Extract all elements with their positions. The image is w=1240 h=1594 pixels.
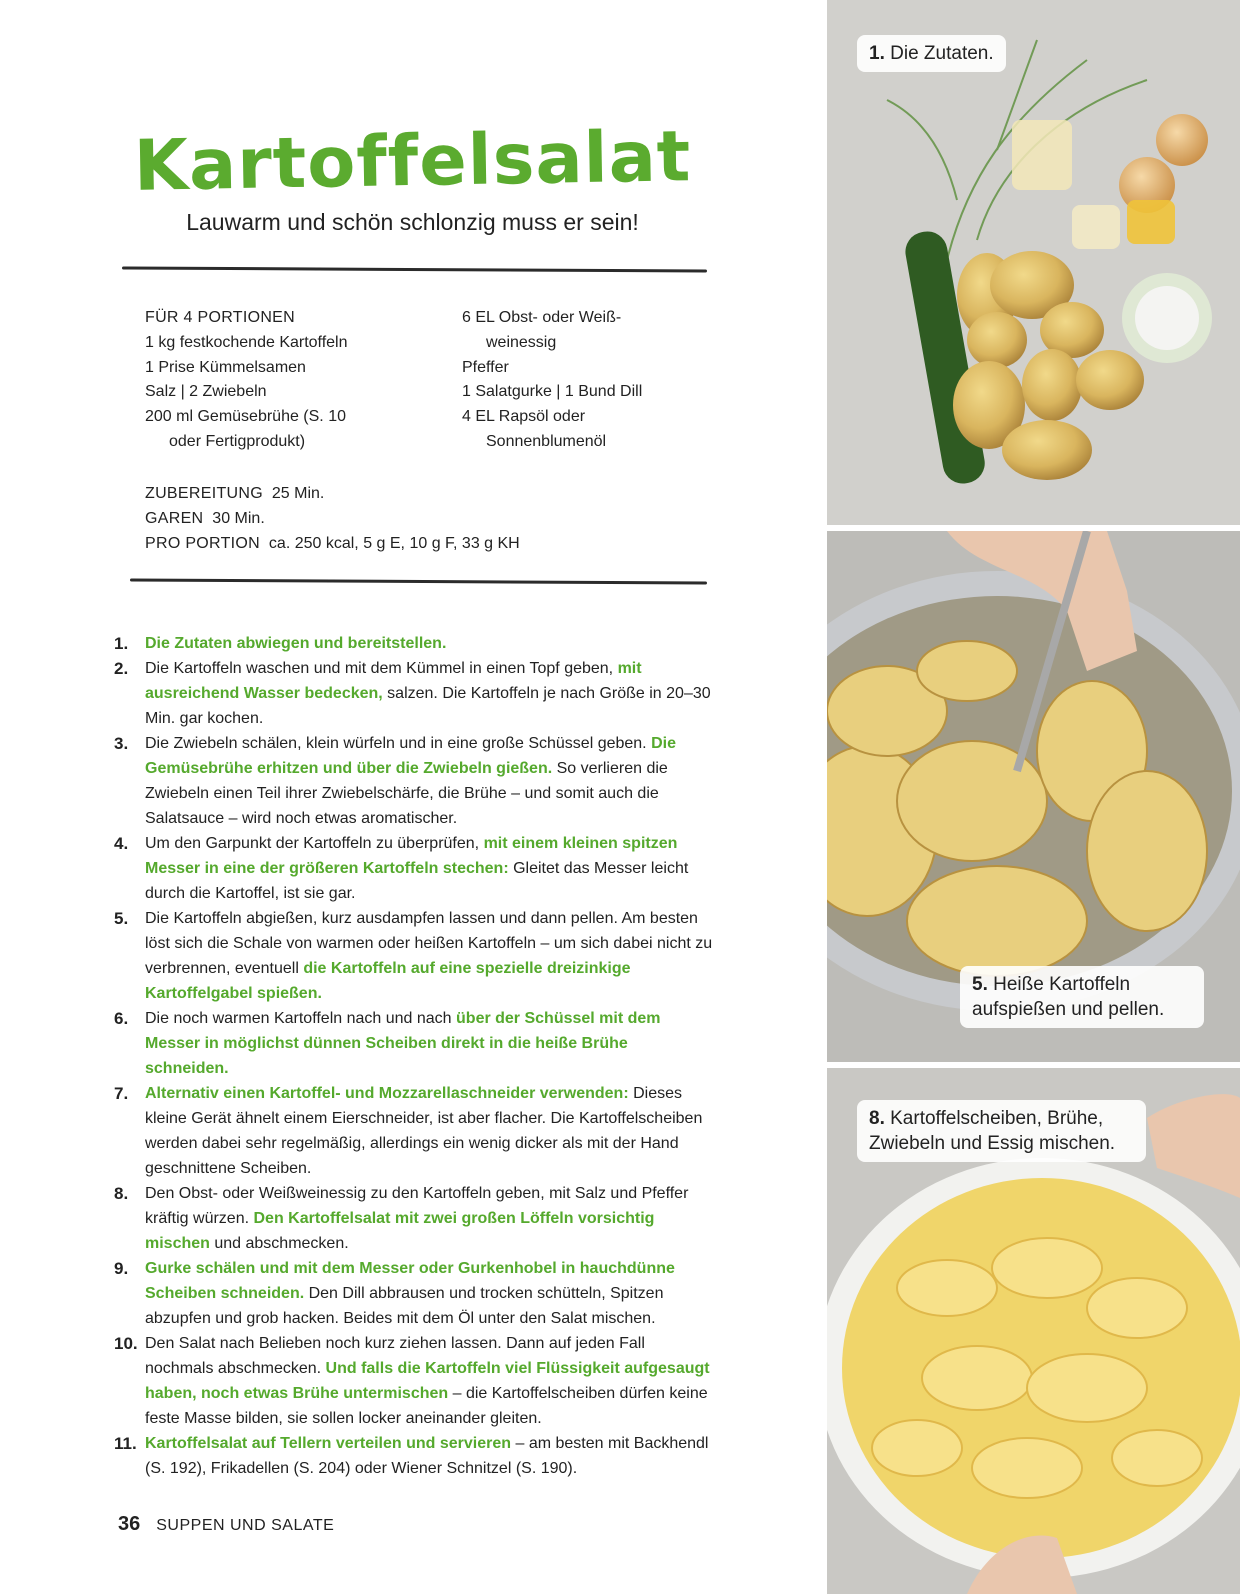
recipe-title: Kartoffelsalat bbox=[133, 115, 692, 207]
step-item bbox=[114, 1006, 714, 1081]
ingredient-line: Pfeffer bbox=[462, 358, 509, 376]
ingredients-left bbox=[145, 306, 348, 455]
step-number: 5. bbox=[114, 909, 129, 928]
divider-bottom bbox=[130, 578, 707, 584]
step-item bbox=[114, 1081, 714, 1181]
step-highlight: Den Kartoffelsalat mit zwei großen Löffeln vorsichtig mischen bbox=[145, 1210, 655, 1252]
step-text: Den Obst- oder Weißweinessig zu den Kartoffeln geben, mit Salz und Pfeffer kräftig würzen. bbox=[145, 1185, 689, 1227]
step-highlight: Kartoffelsalat auf Tellern verteilen und servieren bbox=[145, 1435, 512, 1452]
portion-label: PRO PORTION bbox=[145, 534, 261, 552]
page-footer bbox=[118, 1513, 334, 1536]
ingredient-line: oder Fertigprodukt) bbox=[169, 432, 306, 450]
step-text: – die Kartoffelscheiben dürfen keine feste Masse bilden, sie sollen locker aneinander gleiten. bbox=[145, 1385, 708, 1427]
photo-ingredients bbox=[827, 0, 1240, 525]
step-text: So verlieren die Zwiebeln einen Teil ihrer Zwiebelschärfe, die Brühe – und somit auch die Salatsauce – wird noch etwas aromatischer. bbox=[145, 760, 668, 827]
step-text: Gleitet das Messer leicht durch die Kartoffel, ist sie gar. bbox=[145, 860, 689, 902]
recipe-subtitle: Lauwarm und schön schlonzig muss er sein! bbox=[186, 209, 639, 235]
steps-list bbox=[114, 631, 714, 1481]
step-text: Dieses kleine Gerät ähnelt einem Eierschneider, ist aber flacher. Die Kartoffelscheiben werden dabei sehr regelmäßig, allerdings ein wenig dicker als mit der Hand geschnittene Scheiben. bbox=[145, 1085, 703, 1177]
step-text: Die Kartoffeln waschen und mit dem Kümmel in einen Topf geben, bbox=[145, 660, 618, 677]
caption-number: 5. bbox=[972, 974, 988, 995]
step-highlight: Gurke schälen und mit dem Messer oder Gurkenhobel in hauchdünne Scheiben schneiden. bbox=[145, 1260, 675, 1302]
step-highlight: Die Zutaten abwiegen und bereitstellen. bbox=[145, 635, 447, 652]
step-text: salzen. Die Kartoffeln je nach Größe in 20–30 Min. gar kochen. bbox=[145, 685, 711, 727]
cook-value: 30 Min. bbox=[212, 509, 265, 527]
cook-label: GAREN bbox=[145, 509, 204, 527]
step-number: 1. bbox=[114, 634, 129, 653]
step-number: 11. bbox=[114, 1434, 137, 1453]
step-number: 7. bbox=[114, 1084, 129, 1103]
divider-top bbox=[122, 266, 707, 272]
step-text: und abschmecken. bbox=[209, 1235, 349, 1252]
step-item bbox=[114, 831, 714, 906]
ingredient-line: 6 EL Obst- oder Weiß- bbox=[462, 309, 622, 326]
step-text: Den Salat nach Belieben noch kurz ziehen lassen. Dann auf jeden Fall nochmals abschmecken. bbox=[145, 1335, 645, 1377]
caption-peeling bbox=[960, 966, 1204, 1028]
ingredient-line: 1 Prise Kümmelsamen bbox=[145, 358, 306, 376]
caption-text: Heiße Kartoffeln aufspießen und pellen. bbox=[972, 974, 1165, 1020]
step-highlight: Alternativ einen Kartoffel- und Mozzarellaschneider verwenden: bbox=[145, 1085, 629, 1102]
step-highlight: Die Gemüsebrühe erhitzen und über die Zwiebeln gießen. bbox=[145, 735, 676, 777]
step-text: – am besten mit Backhendl (S. 192), Frikadellen (S. 204) oder Wiener Schnitzel (S. 190). bbox=[145, 1435, 709, 1477]
portion-value: ca. 250 kcal, 5 g E, 10 g F, 33 g KH bbox=[268, 534, 520, 552]
ingredients-right bbox=[462, 306, 642, 455]
ingredient-line: 200 ml Gemüsebrühe (S. 10 bbox=[145, 408, 346, 426]
step-highlight: mit ausreichend Wasser bedecken, bbox=[145, 660, 642, 702]
step-number: 3. bbox=[114, 734, 129, 753]
ingredient-line: 1 kg festkochende Kartoffeln bbox=[145, 333, 348, 351]
step-highlight: über der Schüssel mit dem Messer in möglichst dünnen Scheiben direkt in die heiße Brühe schneiden. bbox=[145, 1010, 661, 1077]
step-text: Die Zwiebeln schälen, klein würfeln und in eine große Schüssel geben. bbox=[145, 735, 652, 752]
page-number: 36 bbox=[118, 1513, 141, 1535]
step-item bbox=[114, 906, 714, 1006]
step-highlight: Und falls die Kartoffeln viel Flüssigkeit aufgesaugt haben, noch etwas Brühe untermischen bbox=[145, 1360, 710, 1402]
section-title: SUPPEN UND SALATE bbox=[156, 1517, 335, 1534]
caption-number: 1. bbox=[869, 43, 885, 64]
portions-label: FÜR 4 PORTIONEN bbox=[145, 309, 295, 326]
step-number: 6. bbox=[114, 1009, 129, 1028]
caption-text: Kartoffelscheiben, Brühe, Zwiebeln und Essig mischen. bbox=[869, 1108, 1116, 1154]
step-item bbox=[114, 1181, 714, 1256]
step-number: 8. bbox=[114, 1184, 129, 1203]
ingredient-line: Salz | 2 Zwiebeln bbox=[145, 383, 267, 401]
step-item bbox=[114, 1431, 714, 1481]
recipe-meta bbox=[145, 482, 520, 556]
step-number: 9. bbox=[114, 1259, 129, 1278]
prep-label: ZUBEREITUNG bbox=[145, 485, 263, 502]
step-highlight: die Kartoffeln auf eine spezielle dreizinkige Kartoffelgabel spießen. bbox=[145, 960, 631, 1002]
step-item bbox=[114, 656, 714, 731]
step-number: 4. bbox=[114, 834, 129, 853]
step-text: Den Dill abbrausen und trocken schütteln, Spitzen abzupfen und grob hacken. Beides mit dem Öl unter den Salat mischen. bbox=[145, 1285, 664, 1327]
step-text: Die Kartoffeln abgießen, kurz ausdampfen lassen und dann pellen. Am besten löst sich die Schale von warmen oder heißen Kartoffeln – um sich dabei nicht zu verbrennen, eventuell bbox=[145, 910, 713, 977]
ingredient-line: 4 EL Rapsöl oder bbox=[462, 408, 586, 426]
ingredient-line: weinessig bbox=[486, 333, 557, 351]
step-item bbox=[114, 1256, 714, 1331]
caption-number: 8. bbox=[869, 1108, 885, 1129]
prep-value: 25 Min. bbox=[271, 485, 325, 502]
step-item bbox=[114, 1331, 714, 1431]
ingredient-line: 1 Salatgurke | 1 Bund Dill bbox=[462, 383, 643, 401]
step-item bbox=[114, 731, 714, 831]
step-text: Die noch warmen Kartoffeln nach und nach bbox=[145, 1010, 457, 1027]
caption-text: Die Zutaten. bbox=[884, 43, 994, 64]
step-text: Um den Garpunkt der Kartoffeln zu überprüfen, bbox=[145, 835, 484, 852]
step-highlight: mit einem kleinen spitzen Messer in eine der größeren Kartoffeln stechen: bbox=[145, 835, 678, 877]
step-number: 10. bbox=[114, 1334, 138, 1353]
step-item bbox=[114, 631, 714, 656]
step-number: 2. bbox=[114, 659, 129, 678]
caption-mixing bbox=[857, 1100, 1146, 1162]
caption-ingredients bbox=[857, 35, 1006, 72]
ingredient-line: Sonnenblumenöl bbox=[486, 432, 607, 450]
